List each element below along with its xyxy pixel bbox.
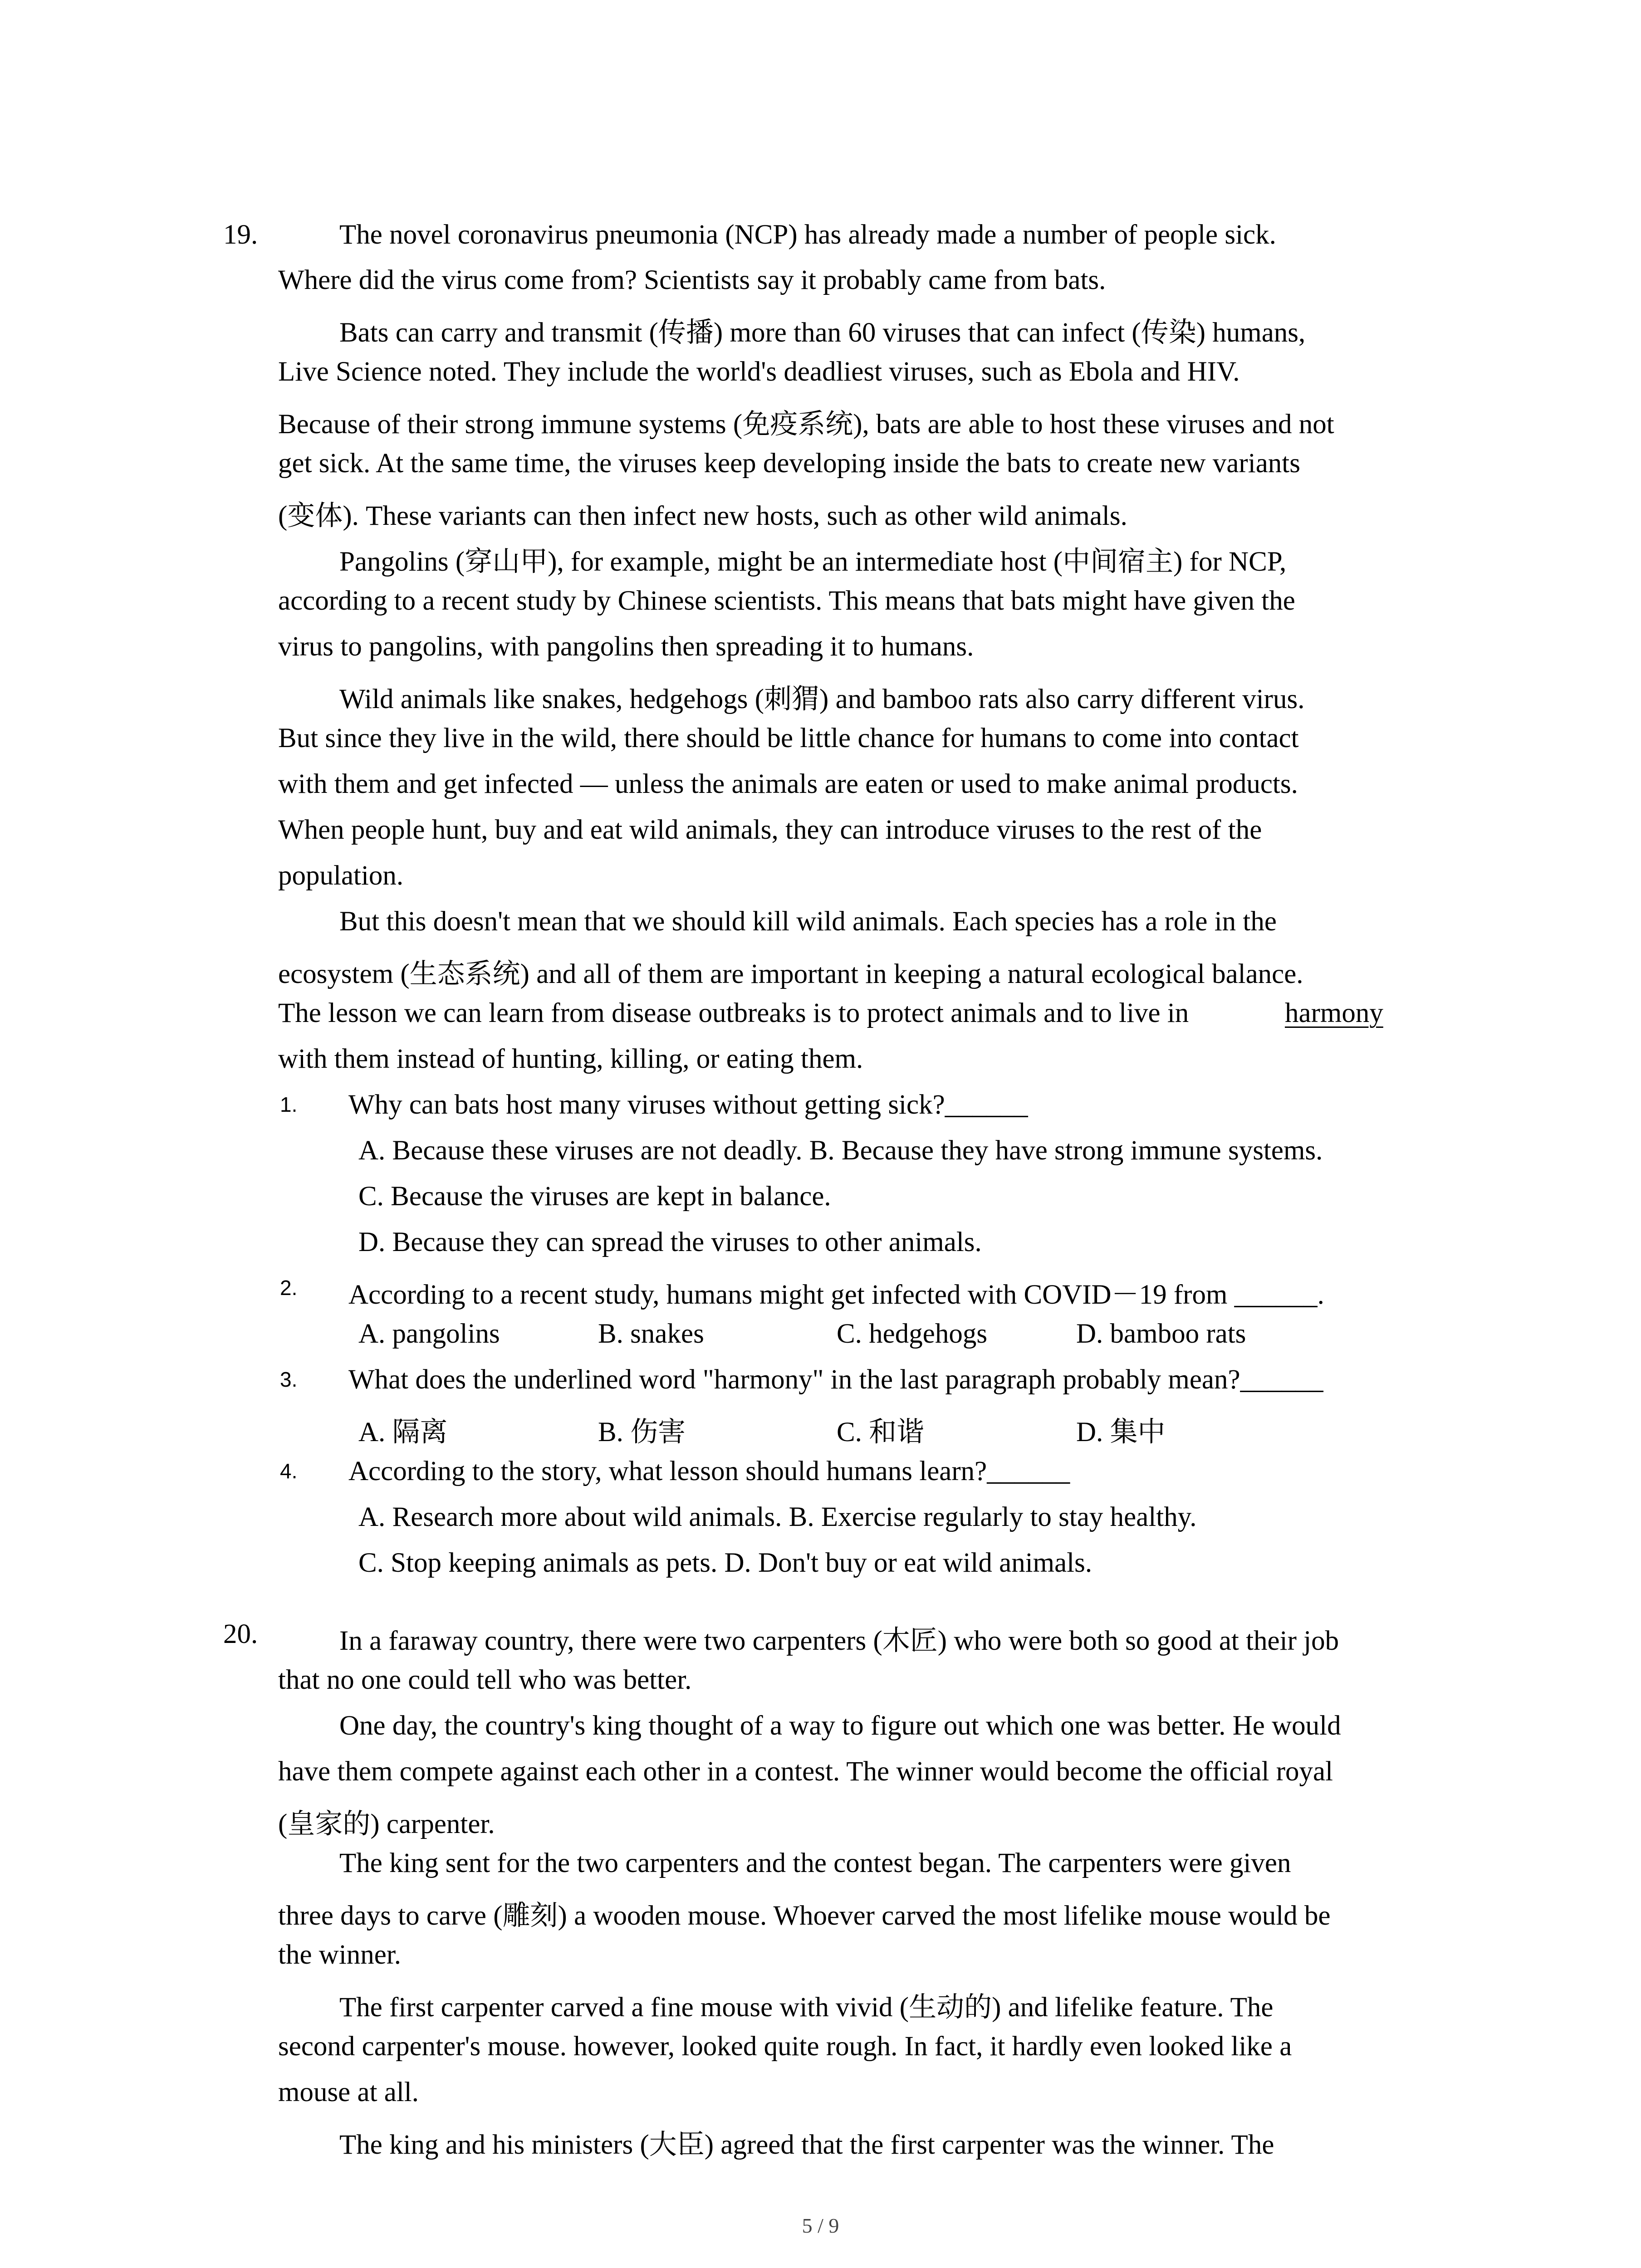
passage-line: (变体). These variants can then infect new hosts, such as other wild animals.: [278, 501, 1127, 531]
answer-option[interactable]: B. 伤害: [598, 1417, 686, 1447]
passage-line: according to a recent study by Chinese scientists. This means that bats might have given the: [278, 586, 1295, 616]
passage-line: When people hunt, buy and eat wild animals, they can introduce viruses to the rest of the: [278, 815, 1262, 845]
answer-option[interactable]: C. 和谐: [837, 1417, 925, 1447]
passage-line: But since they live in the wild, there should be little chance for humans to come into contact: [278, 723, 1299, 753]
passage-line: Wild animals like snakes, hedgehogs (刺猬) and bamboo rats also carry different virus.: [339, 684, 1305, 714]
underlined-word-harmony: harmony: [1285, 998, 1383, 1028]
passage-line: But this doesn't mean that we should kill wild animals. Each species has a role in the: [339, 906, 1277, 937]
answer-option[interactable]: C. Stop keeping animals as pets. D. Don't buy or eat wild animals.: [358, 1548, 1092, 1578]
passage-line: that no one could tell who was better.: [278, 1665, 692, 1695]
passage-line: ecosystem (生态系统) and all of them are important in keeping a natural ecological balance.: [278, 959, 1303, 989]
passage-line: second carpenter's mouse. however, looked quite rough. In fact, it hardly even looked like a: [278, 2031, 1292, 2062]
subquestion-number: 2.: [280, 1276, 298, 1300]
answer-option[interactable]: A. pangolins: [358, 1319, 500, 1349]
passage-line: Pangolins (穿山甲), for example, might be an intermediate host (中间宿主) for NCP,: [339, 547, 1287, 577]
answer-option[interactable]: A. Research more about wild animals. B. Exercise regularly to stay healthy.: [358, 1502, 1197, 1532]
passage-line: Bats can carry and transmit (传播) more than 60 viruses that can infect (传染) humans,: [339, 318, 1306, 348]
answer-option[interactable]: B. snakes: [598, 1319, 704, 1349]
passage-line: get sick. At the same time, the viruses keep developing inside the bats to create new variants: [278, 448, 1300, 479]
page-number: 5 / 9: [802, 2214, 839, 2237]
answer-option[interactable]: D. 集中: [1076, 1417, 1166, 1447]
answer-option[interactable]: C. Because the viruses are kept in balance.: [358, 1181, 831, 1212]
subquestion-number: 3.: [280, 1368, 298, 1391]
passage-line: Because of their strong immune systems (免疫系统), bats are able to host these viruses and not: [278, 409, 1334, 440]
answer-option[interactable]: D. Because they can spread the viruses to other animals.: [358, 1227, 982, 1257]
passage-line: with them and get infected — unless the animals are eaten or used to make animal products.: [278, 769, 1298, 799]
passage-line: Live Science noted. They include the world's deadliest viruses, such as Ebola and HIV.: [278, 357, 1240, 387]
passage-line: The first carpenter carved a fine mouse with vivid (生动的) and lifelike feature. The: [339, 1992, 1274, 2023]
subquestion-stem: According to the story, what lesson should humans learn?______: [348, 1456, 1070, 1486]
subquestion-stem: According to a recent study, humans might get infected with COVID－19 from ______.: [348, 1280, 1324, 1310]
passage-line: Where did the virus come from? Scientists say it probably came from bats.: [278, 265, 1106, 295]
passage-line: The novel coronavirus pneumonia (NCP) has already made a number of people sick.: [339, 220, 1276, 250]
subquestion-number: 4.: [280, 1459, 298, 1483]
answer-option[interactable]: A. Because these viruses are not deadly. B. Because they have strong immune systems.: [358, 1135, 1323, 1166]
passage-line: virus to pangolins, with pangolins then spreading it to humans.: [278, 631, 974, 662]
subquestion-stem: What does the underlined word "harmony" in the last paragraph probably mean?______: [348, 1364, 1323, 1395]
passage-line: with them instead of hunting, killing, or eating them.: [278, 1044, 863, 1074]
passage-line: mouse at all.: [278, 2077, 419, 2107]
answer-option[interactable]: C. hedgehogs: [837, 1319, 988, 1349]
passage-line: The lesson we can learn from disease outbreaks is to protect animals and to live in: [278, 998, 1189, 1028]
question-number: 19.: [223, 220, 258, 250]
subquestion-stem: Why can bats host many viruses without getting sick?______: [348, 1090, 1028, 1120]
answer-option[interactable]: D. bamboo rats: [1076, 1319, 1246, 1349]
passage-line: The king sent for the two carpenters and the contest began. The carpenters were given: [339, 1848, 1291, 1878]
passage-line: have them compete against each other in a contest. The winner would become the official royal: [278, 1756, 1333, 1787]
passage-line: three days to carve (雕刻) a wooden mouse. Whoever carved the most lifelike mouse would be: [278, 1901, 1331, 1931]
passage-line: the winner.: [278, 1940, 402, 1970]
passage-line: In a faraway country, there were two carpenters (木匠) who were both so good at their job: [339, 1626, 1339, 1656]
answer-option[interactable]: A. 隔离: [358, 1417, 448, 1447]
passage-line: (皇家的) carpenter.: [278, 1809, 495, 1839]
question-number: 20.: [223, 1619, 258, 1649]
passage-line: population.: [278, 860, 404, 891]
subquestion-number: 1.: [280, 1093, 298, 1116]
passage-line: One day, the country's king thought of a way to figure out which one was better. He would: [339, 1711, 1341, 1741]
passage-line: The king and his ministers (大臣) agreed that the first carpenter was the winner. The: [339, 2130, 1274, 2160]
